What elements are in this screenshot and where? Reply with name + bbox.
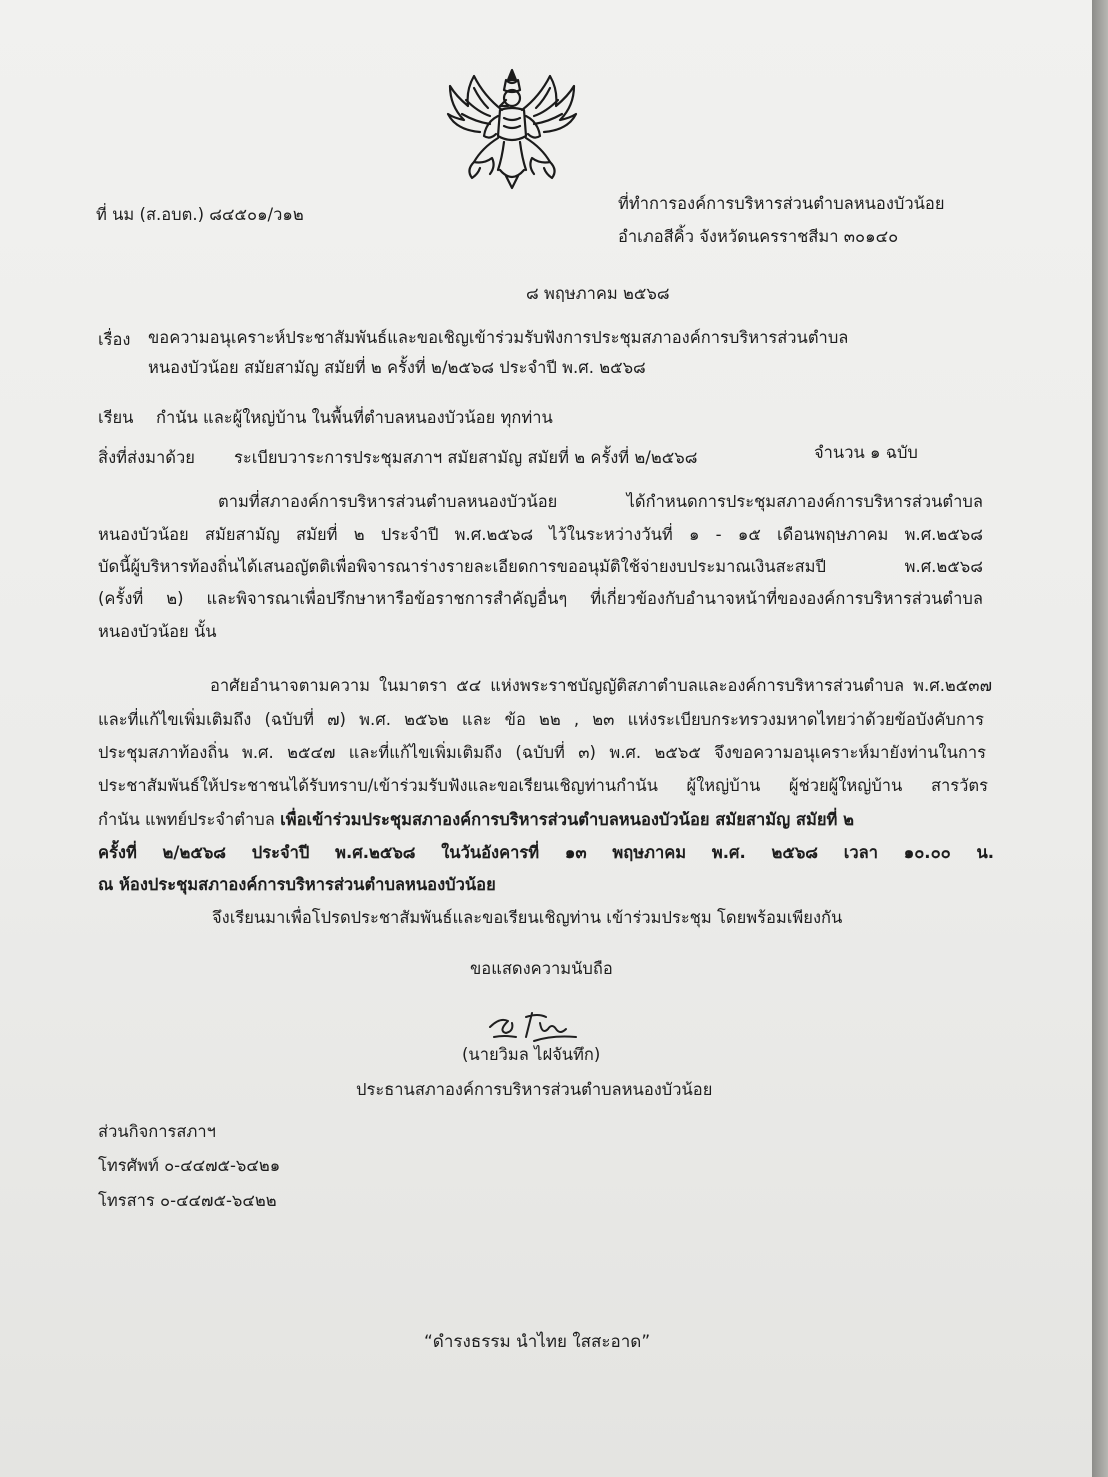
contact-phone: โทรศัพท์ ๐-๔๔๗๕-๖๔๒๑ bbox=[98, 1156, 281, 1175]
contact-fax: โทรสาร ๐-๔๔๗๕-๖๔๒๒ bbox=[98, 1191, 277, 1210]
paragraph2-line: ประชาสัมพันธ์ให้ประชาชนได้รับทราบ/เข้าร่วมรับฟังและขอเรียนเชิญท่านกำนัน ผู้ใหญ่บ้าน ผู้ช่วยผู้ใหญ่บ้าน สารวัตร bbox=[98, 776, 988, 795]
subject-label: เรื่อง bbox=[98, 330, 131, 349]
letter-date: ๘ พฤษภาคม ๒๕๖๘ bbox=[526, 284, 670, 303]
office-address-line1: ที่ทำการองค์การบริหารส่วนตำบลหนองบัวน้อย bbox=[618, 194, 945, 213]
reference-number: ที่ นม (ส.อบต.) ๘๔๕๐๑/ว๑๒ bbox=[96, 205, 304, 224]
office-address-line2: อำเภอสีคิ้ว จังหวัดนครราชสีมา ๓๐๑๔๐ bbox=[618, 227, 899, 246]
closing-text: จึงเรียนมาเพื่อโปรดประชาสัมพันธ์และขอเรียนเชิญท่าน เข้าร่วมประชุม โดยพร้อมเพียงกัน bbox=[212, 908, 843, 927]
footer-slogan: “ดำรงธรรม นำไทย ใสสะอาด” bbox=[424, 1332, 651, 1352]
enclosure-quantity: จำนวน ๑ ฉบับ bbox=[814, 443, 918, 462]
signature-image bbox=[486, 1007, 582, 1043]
paragraph2-line: อาศัยอำนาจตามความ ในมาตรา ๕๔ แห่งพระราชบัญญัติสภาตำบลและองค์การบริหารส่วนตำบล พ.ศ.๒๕๓๗ bbox=[210, 676, 992, 695]
paragraph1-line: ตามที่สภาองค์การบริหารส่วนตำบลหนองบัวน้อย ได้กำหนดการประชุมสภาองค์การบริหารส่วนตำบล bbox=[218, 492, 983, 511]
paragraph2-line bbox=[98, 812, 854, 829]
enclosure-text: ระเบียบวาระการประชุมสภาฯ สมัยสามัญ สมัยที่ ๒ ครั้งที่ ๒/๒๕๖๘ bbox=[234, 448, 698, 467]
subject-line1: ขอความอนุเคราะห์ประชาสัมพันธ์และขอเชิญเข้าร่วมรับฟังการประชุมสภาองค์การบริหารส่วนตำบล bbox=[148, 328, 849, 347]
meeting-location-line: ณ ห้องประชุมสภาองค์การบริหารส่วนตำบลหนองบัวน้อย bbox=[98, 875, 496, 894]
paragraph2-line: และที่แก้ไขเพิ่มเติมถึง (ฉบับที่ ๗) พ.ศ. ๒๕๖๒ และ ข้อ ๒๒ , ๒๓ แห่งระเบียบกระทรวงมหาดไทยว่าด้วยข้อบังคับการ bbox=[98, 710, 984, 729]
recipient-label: เรียน bbox=[98, 408, 134, 427]
paragraph1-line: หนองบัวน้อย นั้น bbox=[98, 622, 217, 641]
paragraph2-line5-bold: เพื่อเข้าร่วมประชุมสภาองค์การบริหารส่วนตำบลหนองบัวน้อย สมัยสามัญ สมัยที่ ๒ bbox=[280, 810, 855, 829]
paragraph2-line: ประชุมสภาท้องถิ่น พ.ศ. ๒๕๔๗ และที่แก้ไขเพิ่มเติมถึง (ฉบับที่ ๓) พ.ศ. ๒๕๖๕ จึงขอความอนุเคราะห์มายังท่านในการ bbox=[98, 743, 986, 762]
enclosure-label: สิ่งที่ส่งมาด้วย bbox=[98, 448, 195, 467]
salutation: ขอแสดงความนับถือ bbox=[470, 959, 613, 978]
contact-department: ส่วนกิจการสภาฯ bbox=[98, 1122, 216, 1141]
subject-line2: หนองบัวน้อย สมัยสามัญ สมัยที่ ๒ ครั้งที่ ๒/๒๕๖๘ ประจำปี พ.ศ. ๒๕๖๘ bbox=[148, 358, 646, 377]
paragraph1-line: หนองบัวน้อย สมัยสามัญ สมัยที่ ๒ ประจำปี พ.ศ.๒๕๖๘ ไว้ในระหว่างวันที่ ๑ - ๑๕ เดือนพฤษภาคม พ.ศ.๒๕๖๘ bbox=[98, 525, 983, 544]
paragraph1-line: บัดนี้ผู้บริหารท้องถิ่นได้เสนอญัตติเพื่อพิจารณาร่างรายละเอียดการขออนุมัติใช้จ่ายงบประมาณเงินสะสมปี พ.ศ.๒๕๖๘ bbox=[98, 557, 983, 576]
meeting-datetime-line: ครั้งที่ ๒/๒๕๖๘ ประจำปี พ.ศ.๒๕๖๘ ในวันอังคารที่ ๑๓ พฤษภาคม พ.ศ. ๒๕๖๘ เวลา ๑๐.๐๐ น. bbox=[98, 843, 994, 862]
paragraph2-line5-plain: กำนัน แพทย์ประจำตำบล bbox=[98, 810, 281, 829]
signatory-position: ประธานสภาองค์การบริหารส่วนตำบลหนองบัวน้อย bbox=[356, 1080, 713, 1099]
paragraph1-line: (ครั้งที่ ๒) และพิจารณาเพื่อปรึกษาหารือข้อราชการสำคัญอื่นๆ ที่เกี่ยวข้องกับอำนาจหน้าที่ขององค์การบริหารส่วนตำบล bbox=[98, 589, 983, 608]
signatory-name: (นายวิมล ไฝจันทึก) bbox=[462, 1045, 601, 1064]
recipient-text: กำนัน และผู้ใหญ่บ้าน ในพื้นที่ตำบลหนองบัวน้อย ทุกท่าน bbox=[156, 408, 553, 427]
garuda-emblem-icon bbox=[444, 66, 580, 190]
background-edge bbox=[1092, 0, 1108, 1477]
